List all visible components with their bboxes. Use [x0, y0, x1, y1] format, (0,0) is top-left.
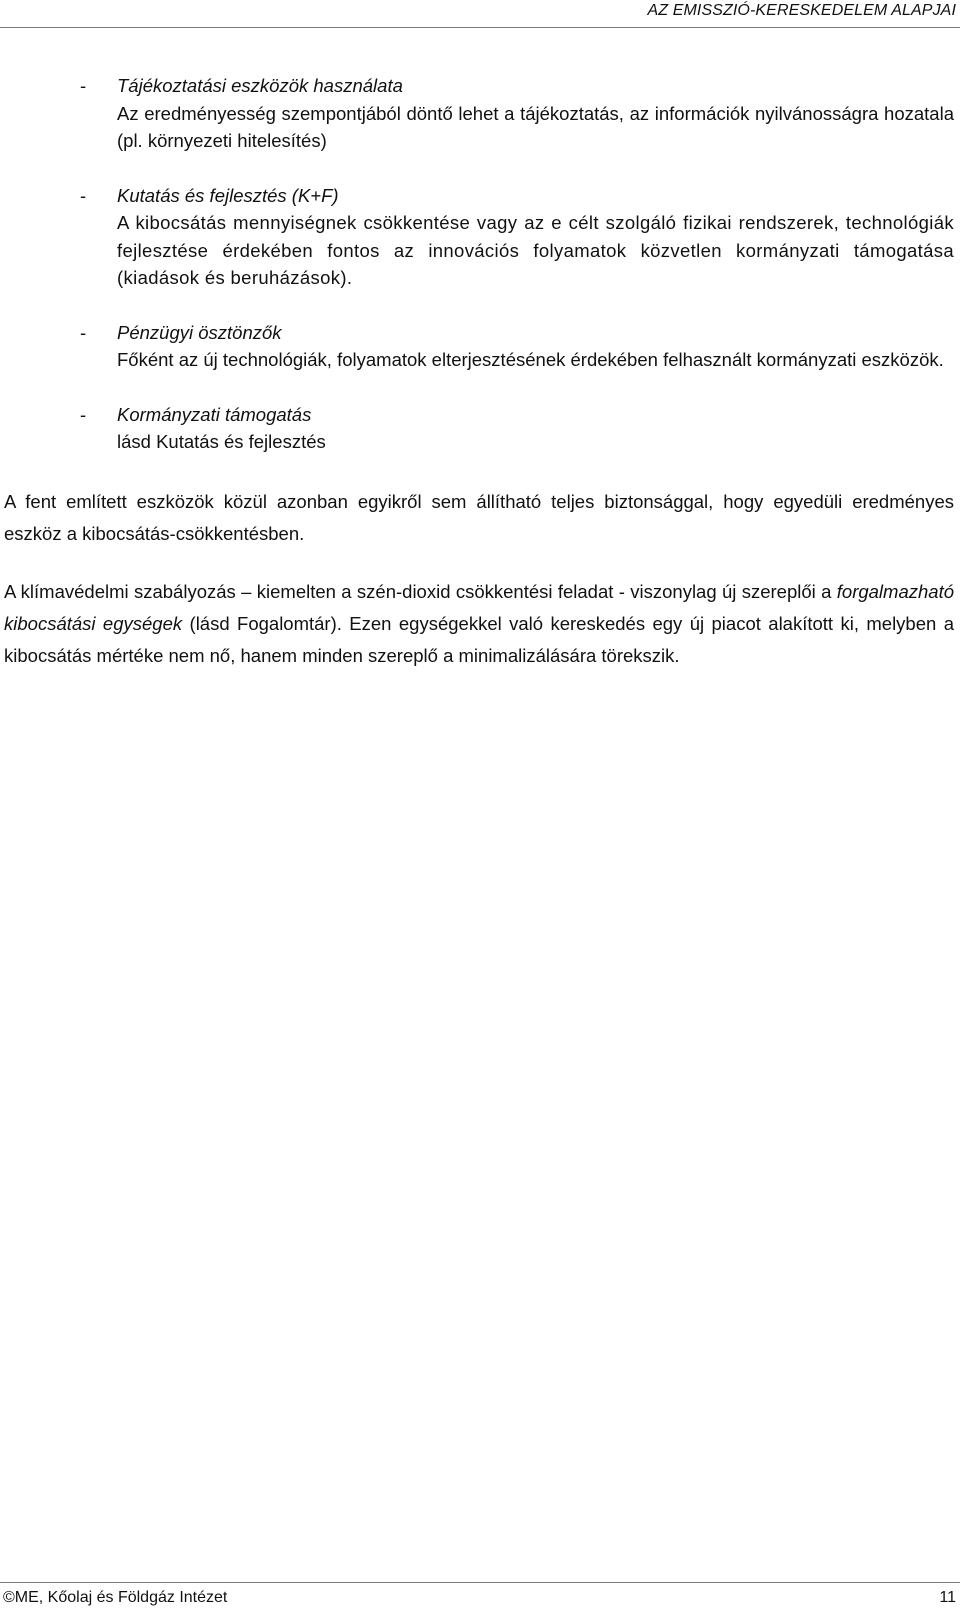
page-content: [4, 72, 954, 698]
paragraph-text: A klímavédelmi szabályozás – kiemelten a szén-dioxid csökkentési feladat - viszonylag új szereplői a: [4, 580, 837, 602]
running-footer: [0, 1582, 960, 1617]
bullet-dash: -: [80, 184, 87, 206]
bullet-dash: -: [80, 321, 87, 343]
paragraph: A fent említett eszközök közül azonban egyikről sem állítható teljes biztonsággal, hogy egyedüli eredményes eszköz a kibocsátás-csökkentésben.: [4, 490, 954, 544]
page-number: 11: [939, 1589, 956, 1606]
bullet-dash: -: [80, 403, 87, 425]
bullet-title: Kormányzati támogatás: [117, 403, 312, 425]
bullet-body: A kibocsátás mennyiségnek csökkentése vagy az e célt szolgáló fizikai rendszerek, technológiák fejlesztése érdekében fontos az innovációs folyamatok közvetlen kormányzati támogatása (kiadások és beruházások).: [117, 212, 954, 288]
bullet-dash: -: [80, 75, 87, 96]
bullet-item: [4, 182, 954, 292]
footer-copyright: ©ME, Kőolaj és Földgáz Intézet: [3, 1589, 228, 1606]
running-header: [0, 0, 960, 28]
bullet-title: Pénzügyi ösztönzők: [117, 321, 282, 343]
bullet-body: lásd Kutatás és fejlesztés: [117, 431, 326, 452]
paragraph: [4, 576, 954, 672]
header-title: AZ EMISSZIÓ-KERESKEDELEM ALAPJAI: [647, 2, 956, 19]
bullet-item: [4, 72, 954, 155]
bullet-body: Az eredményesség szempontjából döntő lehet a tájékoztatás, az információk nyilvánosságra hozatala (pl. környezeti hitelesítés): [117, 102, 954, 151]
bullet-item: [4, 319, 954, 374]
bullet-body: Főként az új technológiák, folyamatok elterjesztésének érdekében felhasznált kormányzati eszközök.: [117, 349, 944, 370]
bullet-item: [4, 401, 954, 456]
bullet-title: Kutatás és fejlesztés (K+F): [117, 184, 339, 206]
bullet-title: Tájékoztatási eszközök használata: [117, 75, 403, 96]
emphasized-term: forgalmazható kibocsátási egységek: [4, 580, 954, 634]
paragraph-text: (lásd Fogalomtár). Ezen egységekkel való kereskedés egy új piacot alakított ki, melyben a kibocsátás mértéke nem nő, hanem minden szereplő a minimalizálására törekszik.: [4, 612, 954, 666]
